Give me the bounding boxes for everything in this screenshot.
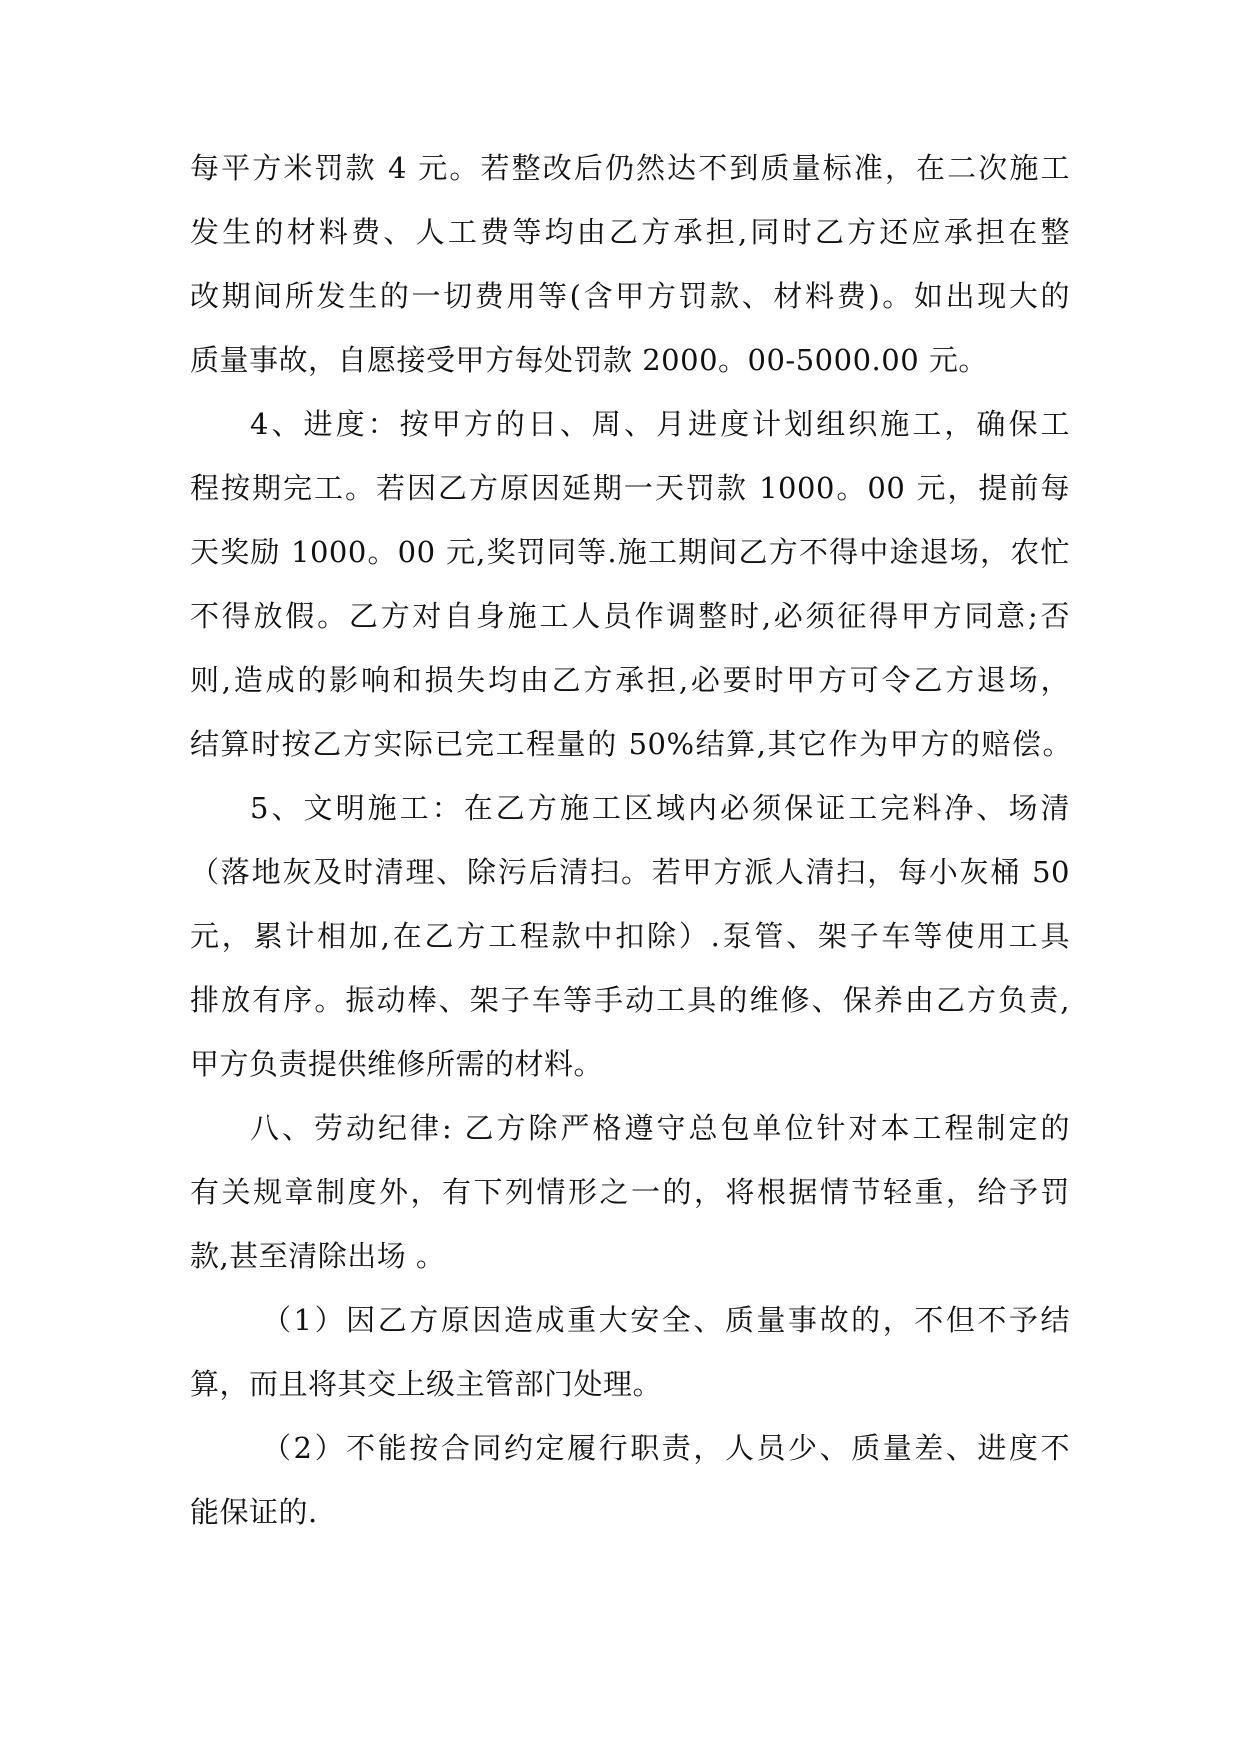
text-line: 4、进度：按甲方的日、周、月进度计划组织施工，确保工 (250, 407, 1070, 441)
text-line: 结算时按乙方实际已完工程量的 50%结算,其它作为甲方的赔偿。 (190, 727, 1072, 761)
text-line: 质量事故，自愿接受甲方每处罚款 2000。00-5000.00 元。 (190, 343, 988, 377)
text-line: 算，而且将其交上级主管部门处理。 (190, 1367, 663, 1401)
text-line: 能保证的. (190, 1495, 318, 1529)
text-line: （1）因乙方原因造成重大安全、质量事故的，不但不予结 (262, 1303, 1070, 1337)
text-line: 天奖励 1000。00 元,奖罚同等.施工期间乙方不得中途退场，农忙 (190, 535, 1070, 569)
text-line: 不得放假。乙方对自身施工人员作调整时,必须征得甲方同意;否 (190, 599, 1070, 633)
text-line: （2）不能按合同约定履行职责，人员少、质量差、进度不 (262, 1431, 1070, 1465)
text-line: 排放有序。振动棒、架子车等手动工具的维修、保养由乙方负责, (190, 983, 1070, 1017)
text-line: 程按期完工。若因乙方原因延期一天罚款 1000。00 元，提前每 (190, 471, 1070, 505)
text-line: （落地灰及时清理、除污后清扫。若甲方派人清扫，每小灰桶 50 (190, 855, 1070, 889)
text-line: 元，累计相加,在乙方工程款中扣除）.泵管、架子车等使用工具 (190, 919, 1070, 953)
text-line: 则,造成的影响和损失均由乙方承担,必要时甲方可令乙方退场， (190, 663, 1070, 697)
text-line: 5、文明施工：在乙方施工区域内必须保证工完料净、场清 (250, 791, 1070, 825)
text-line: 款,甚至清除出场 。 (190, 1239, 446, 1273)
text-line: 有关规章制度外，有下列情形之一的，将根据情节轻重，给予罚 (190, 1175, 1070, 1209)
text-line: 发生的材料费、人工费等均由乙方承担,同时乙方还应承担在整 (190, 215, 1070, 249)
text-line: 八、劳动纪律: 乙方除严格遵守总包单位针对本工程制定的 (250, 1111, 1070, 1145)
text-line: 每平方米罚款 4 元。若整改后仍然达不到质量标准，在二次施工 (190, 151, 1070, 185)
text-line: 改期间所发生的一切费用等(含甲方罚款、材料费)。如出现大的 (190, 279, 1070, 313)
text-line: 甲方负责提供维修所需的材料。 (190, 1047, 604, 1081)
